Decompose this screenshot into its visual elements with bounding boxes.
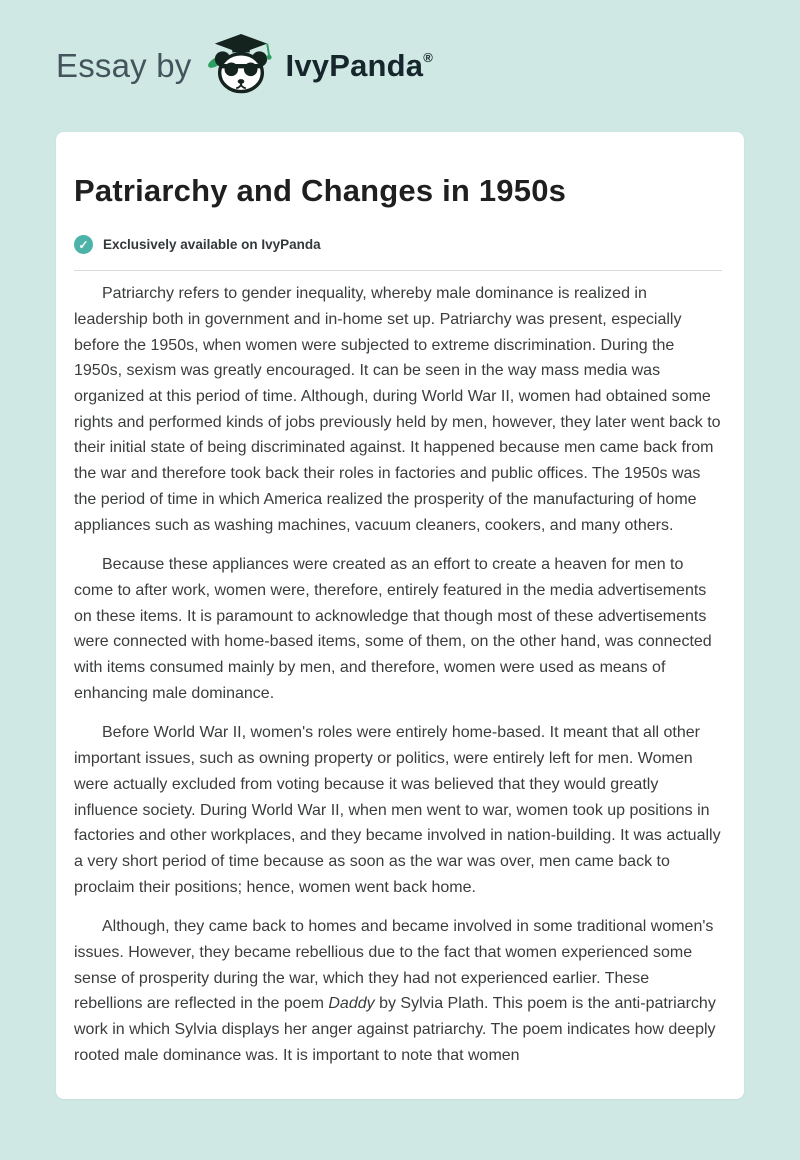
brand-name — [286, 48, 434, 84]
paragraph-text: Before World War II, women's roles were entirely home-based. It meant that all other important issues, such as owning property or politics, were entirely left for men. Women were actually excluded from voting because it was believed that they would greatly influence society. During World War II, when men went to war, women took up positions in factories and other workplaces, and they became involved in nation-building. It was actually a very short period of time because as soon as the war was over, men came back to proclaim their positions; hence, women went back home. — [74, 724, 721, 896]
essay-paragraph — [74, 914, 722, 1068]
paragraph-text: Patriarchy refers to gender inequality, whereby male dominance is realized in leadership both in government and in-home set up. Patriarchy was present, especially before the 1950s, when women were subjected to extreme discrimination. During the 1950s, sexism was greatly encouraged. It can be seen in the way mass media was organized at this period of time. Although, during World War II, women had obtained some rights and performed kinds of jobs previously held by men, however, they later went back to their initial state of being discriminated against. It happened because men came back from the war and therefore took back their roles in factories and public offices. The 1950s was the period of time in which America realized the prosperity of the manufacturing of home appliances such as washing machines, vacuum cleaners, cookers, and many others. — [74, 285, 721, 534]
check-icon: ✓ — [74, 235, 93, 254]
divider — [74, 270, 722, 271]
paragraph-text: Because these appliances were created as an effort to create a heaven for men to come to after work, women were, therefore, entirely featured in the media advertisements on these items. It is paramount to acknowledge that though most of these advertisements were connected with home-based items, some of them, on the other hand, was connected with items consumed mainly by men, and therefore, women were used as means of enhancing male dominance. — [74, 556, 712, 702]
paragraph-text: by Sylvia Plath. This poem is the anti-patriarchy work in which Sylvia displays her anger against patriarchy. The poem indicates how deeply rooted male dominance was. It is important to note that women — [74, 995, 716, 1064]
essay-paragraph — [74, 281, 722, 538]
paragraph-text: Although, they came back to homes and became involved in some traditional women's issues. However, they became rebellious due to the fact that women experienced some sense of prosperity during the war, which they had not experienced earlier. These rebellions are reflected in the poem — [74, 918, 714, 1013]
brand-name-text: IvyPanda — [285, 48, 424, 83]
essay-paragraph — [74, 552, 722, 706]
availability-badge — [74, 235, 722, 254]
essay-paragraph — [74, 720, 722, 900]
panda-graduation-cap-icon — [206, 33, 276, 100]
page-title: Patriarchy and Changes in 1950s — [74, 173, 567, 208]
content-card — [56, 132, 744, 1099]
brand-logo — [206, 33, 434, 100]
essay-by-label: Essay by — [56, 47, 192, 84]
availability-badge-label: Exclusively available on IvyPanda — [103, 237, 321, 253]
italic-text: Daddy — [328, 995, 375, 1013]
header — [56, 0, 744, 132]
essay-body — [74, 281, 722, 1068]
registered-mark: ® — [423, 50, 434, 65]
